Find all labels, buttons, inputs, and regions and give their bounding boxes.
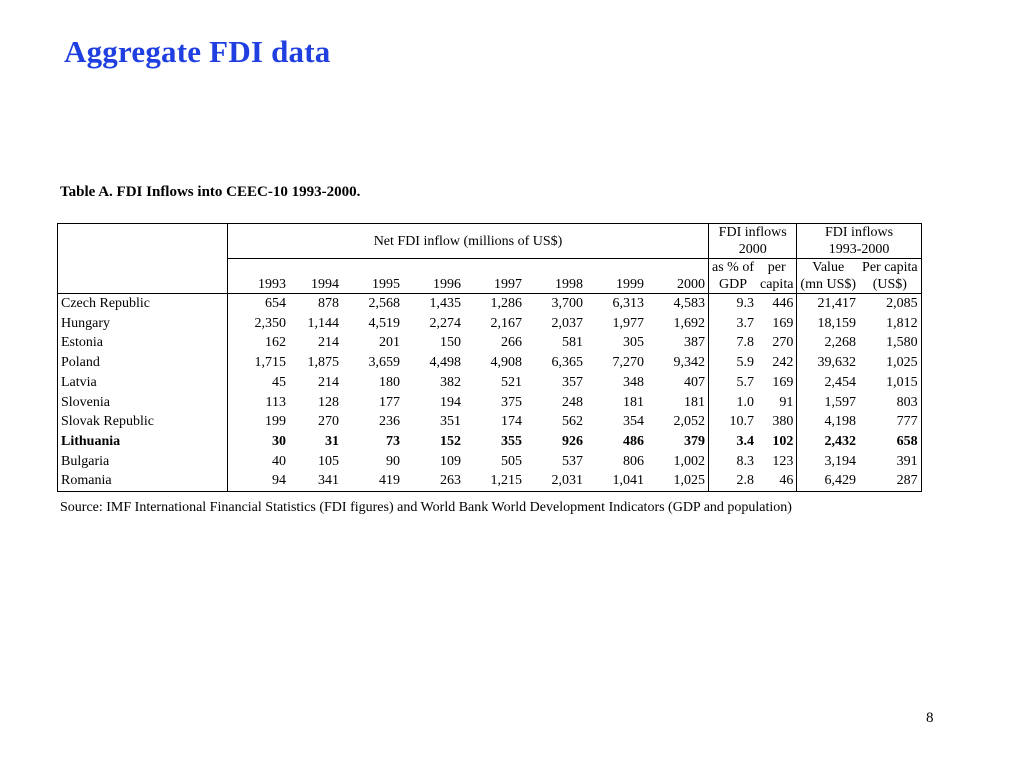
gdp-percent-cell: 5.9 [709, 353, 758, 373]
net-inflow-cell: 201 [379, 335, 400, 351]
value-cell: 18,159 [797, 314, 859, 334]
net-inflow-cell: 521 [501, 374, 522, 390]
net-inflow-cell: 1,002 [673, 453, 705, 469]
net-inflow-cell: 341 [318, 473, 339, 489]
net-inflow-cell: 109 [440, 453, 461, 469]
country-name: Bulgaria [61, 453, 110, 469]
net-inflow-cell: 926 [562, 433, 583, 449]
net-inflow-cell: 486 [623, 433, 644, 449]
per-capita-cell: 123 [772, 453, 794, 469]
net-inflow-cell: 181 [623, 394, 644, 410]
net-inflow-cell: 180 [379, 374, 400, 390]
gdp-percent-cell: 9.3 [709, 294, 758, 314]
page-number: 8 [926, 710, 934, 726]
net-inflow-cell: 4,583 [647, 294, 709, 314]
gdp-percent-cell: 5.7 [709, 373, 758, 393]
net-inflow-cell: 407 [684, 374, 705, 390]
country-name: Czech Republic [58, 294, 228, 314]
year-header: 1997 [464, 259, 525, 294]
net-inflow-cell: 654 [228, 294, 290, 314]
net-inflow-cell: 2,350 [228, 314, 290, 334]
slide-title: Aggregate FDI data [64, 34, 331, 69]
year-header: 1995 [342, 259, 403, 294]
country-name: Latvia [61, 374, 97, 390]
net-inflow-cell: 152 [440, 433, 461, 449]
year-header: 1998 [525, 259, 586, 294]
gdp-percent-cell: 7.8 [709, 333, 758, 353]
net-inflow-cell: 1,286 [464, 294, 525, 314]
net-inflow-cell: 162 [228, 333, 290, 353]
year-header: 1993 [228, 259, 290, 294]
net-inflow-cell: 6,313 [586, 294, 647, 314]
year-header: 1999 [586, 259, 647, 294]
net-inflow-cell: 1,025 [673, 473, 705, 489]
per-capita-usd-cell: 1,812 [886, 315, 918, 331]
value-cell: 3,194 [797, 452, 859, 472]
per-capita-cell: 242 [772, 355, 794, 371]
table-row [58, 333, 922, 353]
net-inflow-cell: 1,692 [673, 315, 705, 331]
net-inflow-cell: 2,037 [551, 315, 583, 331]
net-inflow-cell: 30 [228, 432, 290, 452]
gdp-percent-cell: 3.4 [709, 432, 758, 452]
year-header: 1994 [289, 259, 342, 294]
table-body [58, 294, 922, 492]
table-row [58, 294, 922, 314]
net-inflow-cell: 505 [501, 453, 522, 469]
net-inflow-cell: 355 [501, 433, 522, 449]
net-inflow-cell: 806 [623, 453, 644, 469]
gdp-percent-cell: 1.0 [709, 393, 758, 413]
net-inflow-cell: 305 [623, 335, 644, 351]
net-inflow-cell: 1,144 [307, 315, 339, 331]
net-inflow-cell: 537 [562, 453, 583, 469]
gdp-percent-header: as % of GDP [709, 259, 758, 294]
net-inflow-cell: 2,568 [342, 294, 403, 314]
table-row [58, 373, 922, 393]
net-inflow-cell: 379 [684, 433, 705, 449]
net-inflow-cell: 199 [228, 412, 290, 432]
net-inflow-cell: 375 [501, 394, 522, 410]
country-name: Poland [61, 355, 100, 371]
per-capita-cell: 169 [772, 315, 794, 331]
per-capita-cell: 446 [757, 294, 797, 314]
value-cell: 21,417 [797, 294, 859, 314]
year-header: 1996 [403, 259, 464, 294]
net-inflow-cell: 581 [562, 335, 583, 351]
per-capita-cell: 102 [772, 433, 794, 449]
net-inflow-cell: 1,977 [612, 315, 644, 331]
country-header-cell [58, 224, 228, 294]
net-inflow-cell: 236 [379, 414, 400, 430]
net-inflow-cell: 105 [318, 453, 339, 469]
gdp-percent-cell: 8.3 [709, 452, 758, 472]
country-name: Slovenia [61, 394, 110, 410]
table-row [58, 432, 922, 452]
net-inflow-cell: 382 [440, 374, 461, 390]
net-inflow-cell: 181 [684, 394, 705, 410]
net-inflow-cell: 2,052 [673, 414, 705, 430]
per-capita-cell: 169 [772, 374, 794, 390]
value-cell: 6,429 [797, 471, 859, 491]
net-inflow-cell: 177 [379, 394, 400, 410]
value-header: Value (mn US$) [797, 259, 859, 294]
gdp-percent-cell: 3.7 [709, 314, 758, 334]
net-inflow-cell: 1,715 [228, 353, 290, 373]
net-inflow-cell: 878 [289, 294, 342, 314]
net-inflow-cell: 2,274 [429, 315, 461, 331]
net-inflow-cell: 214 [318, 335, 339, 351]
per-capita-usd-cell: 777 [896, 414, 918, 430]
value-cell: 4,198 [797, 412, 859, 432]
value-cell: 2,454 [797, 373, 859, 393]
per-capita-usd-cell: 1,580 [886, 335, 918, 351]
net-inflow-cell: 419 [379, 473, 400, 489]
net-inflow-cell: 248 [562, 394, 583, 410]
table-caption: Table A. FDI Inflows into CEEC-10 1993-2000. [60, 184, 361, 200]
net-inflow-cell: 31 [325, 433, 339, 449]
per-capita-usd-cell: 2,085 [859, 294, 921, 314]
per-capita-usd-header: Per capita (US$) [859, 259, 921, 294]
net-inflow-cell: 194 [440, 394, 461, 410]
table-row [58, 353, 922, 373]
per-capita-header: per capita [757, 259, 797, 294]
net-inflow-cell: 263 [440, 473, 461, 489]
net-inflow-cell: 3,659 [368, 355, 400, 371]
net-inflow-cell: 214 [318, 374, 339, 390]
value-cell: 2,268 [797, 333, 859, 353]
fdi-inflows-1993-2000-header: FDI inflows 1993-2000 [797, 224, 921, 259]
net-inflow-cell: 1,875 [307, 355, 339, 371]
per-capita-usd-cell: 391 [896, 453, 918, 469]
fdi-inflows-2000-header: FDI inflows 2000 [709, 224, 797, 259]
per-capita-usd-cell: 287 [896, 473, 918, 489]
net-inflow-cell: 2,031 [551, 473, 583, 489]
table-row [58, 314, 922, 334]
net-inflow-cell: 174 [501, 414, 522, 430]
net-inflow-cell: 4,908 [490, 355, 522, 371]
per-capita-cell: 270 [772, 335, 794, 351]
net-inflow-cell: 1,041 [612, 473, 644, 489]
net-inflow-cell: 94 [228, 471, 290, 491]
country-name: Lithuania [61, 433, 121, 449]
table-row [58, 412, 922, 432]
net-inflow-cell: 4,498 [429, 355, 461, 371]
per-capita-usd-cell: 658 [896, 433, 918, 449]
country-name: Romania [61, 473, 112, 489]
fdi-inflows-table [57, 223, 922, 492]
net-inflow-cell: 354 [623, 414, 644, 430]
per-capita-usd-cell: 1,025 [886, 355, 918, 371]
net-inflow-cell: 1,435 [403, 294, 464, 314]
net-inflow-cell: 357 [562, 374, 583, 390]
net-inflow-cell: 150 [440, 335, 461, 351]
net-inflow-cell: 113 [228, 393, 290, 413]
gdp-percent-cell: 10.7 [709, 412, 758, 432]
country-name: Estonia [61, 335, 103, 351]
net-inflow-cell: 9,342 [673, 355, 705, 371]
net-fdi-inflow-header: Net FDI inflow (millions of US$) [228, 224, 709, 259]
net-inflow-cell: 3,700 [525, 294, 586, 314]
value-cell: 2,432 [797, 432, 859, 452]
value-cell: 39,632 [797, 353, 859, 373]
table-row [58, 471, 922, 491]
year-header: 2000 [647, 259, 709, 294]
net-inflow-cell: 348 [623, 374, 644, 390]
net-inflow-cell: 351 [440, 414, 461, 430]
net-inflow-cell: 73 [386, 433, 400, 449]
net-inflow-cell: 45 [228, 373, 290, 393]
per-capita-cell: 46 [779, 473, 794, 489]
per-capita-cell: 91 [779, 394, 794, 410]
gdp-percent-cell: 2.8 [709, 471, 758, 491]
per-capita-usd-cell: 803 [896, 394, 918, 410]
net-inflow-cell: 270 [318, 414, 339, 430]
net-inflow-cell: 40 [228, 452, 290, 472]
country-name: Hungary [61, 315, 110, 331]
net-inflow-cell: 266 [501, 335, 522, 351]
net-inflow-cell: 6,365 [551, 355, 583, 371]
per-capita-usd-cell: 1,015 [886, 374, 918, 390]
per-capita-cell: 380 [772, 414, 794, 430]
net-inflow-cell: 562 [562, 414, 583, 430]
source-note: Source: IMF International Financial Statistics (FDI figures) and World Bank World Development Indicators (GDP and population) [60, 500, 792, 515]
net-inflow-cell: 2,167 [490, 315, 522, 331]
net-inflow-cell: 387 [684, 335, 705, 351]
net-inflow-cell: 90 [386, 453, 400, 469]
country-name: Slovak Republic [61, 414, 154, 430]
net-inflow-cell: 128 [318, 394, 339, 410]
net-inflow-cell: 1,215 [490, 473, 522, 489]
table-row [58, 452, 922, 472]
net-inflow-cell: 4,519 [368, 315, 400, 331]
table-row [58, 393, 922, 413]
value-cell: 1,597 [797, 393, 859, 413]
net-inflow-cell: 7,270 [612, 355, 644, 371]
